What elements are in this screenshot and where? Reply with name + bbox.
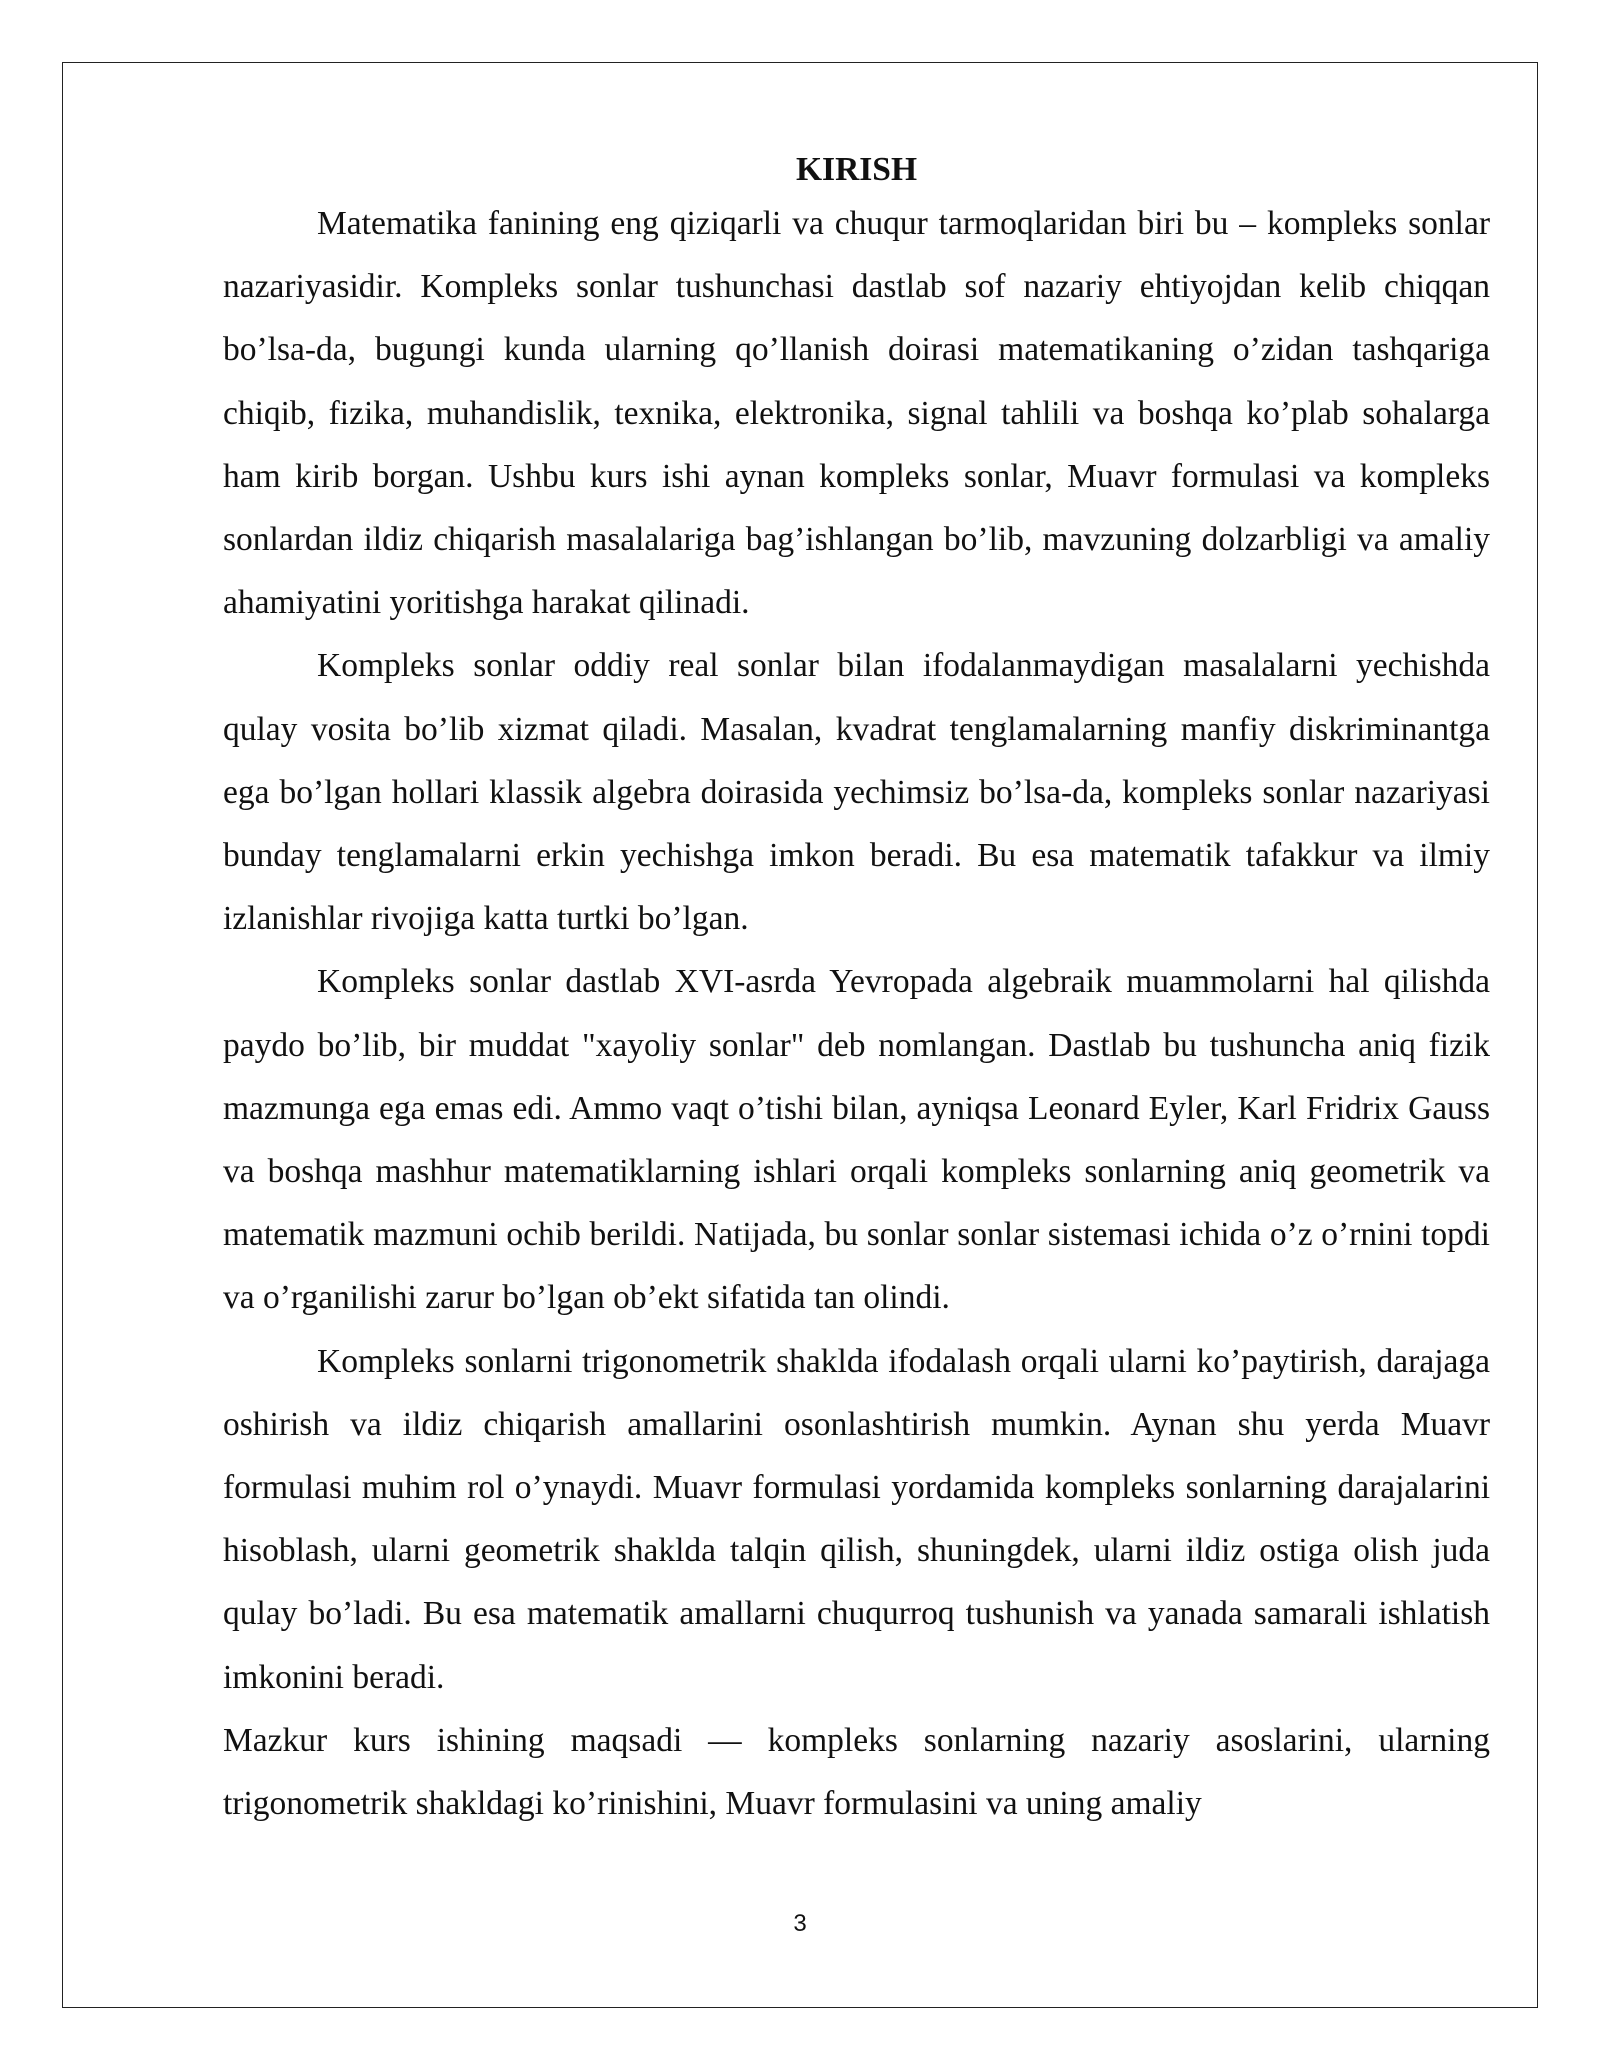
page-number: 3 [793, 1910, 807, 1937]
document-body [223, 148, 1490, 1835]
paragraph-intro: Matematika fanining eng qiziqarli va chuqur tarmoqlaridan biri bu – kompleks sonlar nazariyasidir. Kompleks sonlar tushunchasi dastlab sof nazariy ehtiyojdan kelib chiqqan bo’lsa-da, bugungi kunda ularning qo’llanish doirasi matematikaning o’zidan tashqariga chiqib, fizika, muhandislik, texnika, elektronika, signal tahlili va boshqa ko’plab sohalarga ham kirib borgan. Ushbu kurs ishi aynan kompleks sonlar, Muavr formulasi va kompleks sonlardan ildiz chiqarish masalalariga bag’ishlangan bo’lib, mavzuning dolzarbligi va amaliy ahamiyatini yoritishga harakat qilinadi. [223, 205, 1490, 622]
paragraph-real-numbers: Kompleks sonlar oddiy real sonlar bilan ifodalanmaydigan masalalarni yechishda qulay vosita bo’lib xizmat qiladi. Masalan, kvadrat tenglamalarning manfiy diskriminantga ega bo’lgan hollari klassik algebra doirasida yechimsiz bo’lsa-da, kompleks sonlar nazariyasi bunday tenglamalarni erkin yechishga imkon beradi. Bu esa matematik tafakkur va ilmiy izlanishlar rivojiga katta turtki bo’lgan. [223, 647, 1490, 938]
document-title: KIRISH [795, 151, 917, 188]
paragraph-goal: Mazkur kurs ishining maqsadi — kompleks sonlarning nazariy asoslarini, ularning trigonometrik shakldagi ko’rinishini, Muavr formulasini va uning amaliy [223, 1721, 1490, 1823]
paragraph-trigonometric: Kompleks sonlarni trigonometrik shaklda ifodalash orqali ularni ko’paytirish, darajaga oshirish va ildiz chiqarish amallarini osonlashtirish mumkin. Aynan shu yerda Muavr formulasi muhim rol o’ynaydi. Muavr formulasi yordamida kompleks sonlarning darajalarini hisoblash, ularni geometrik shaklda talqin qilish, shuningdek, ularni ildiz ostiga olish juda qulay bo’ladi. Bu esa matematik amallarni chuqurroq tushunish va yanada samarali ishlatish imkonini beradi. [223, 1342, 1490, 1696]
paragraph-history: Kompleks sonlar dastlab XVI-asrda Yevropada algebraik muammolarni hal qilishda paydo bo’lib, bir muddat "xayoliy sonlar" deb nomlangan. Dastlab bu tushuncha aniq fizik mazmunga ega emas edi. Ammo vaqt o’tishi bilan, ayniqsa Leonard Eyler, Karl Fridrix Gauss va boshqa mashhur matematiklarning ishlari orqali kompleks sonlarning aniq geometrik va matematik mazmuni ochib berildi. Natijada, bu sonlar sonlar sistemasi ichida o’z o’rnini topdi va o’rganilishi zarur bo’lgan ob’ekt sifatida tan olindi. [223, 963, 1490, 1317]
